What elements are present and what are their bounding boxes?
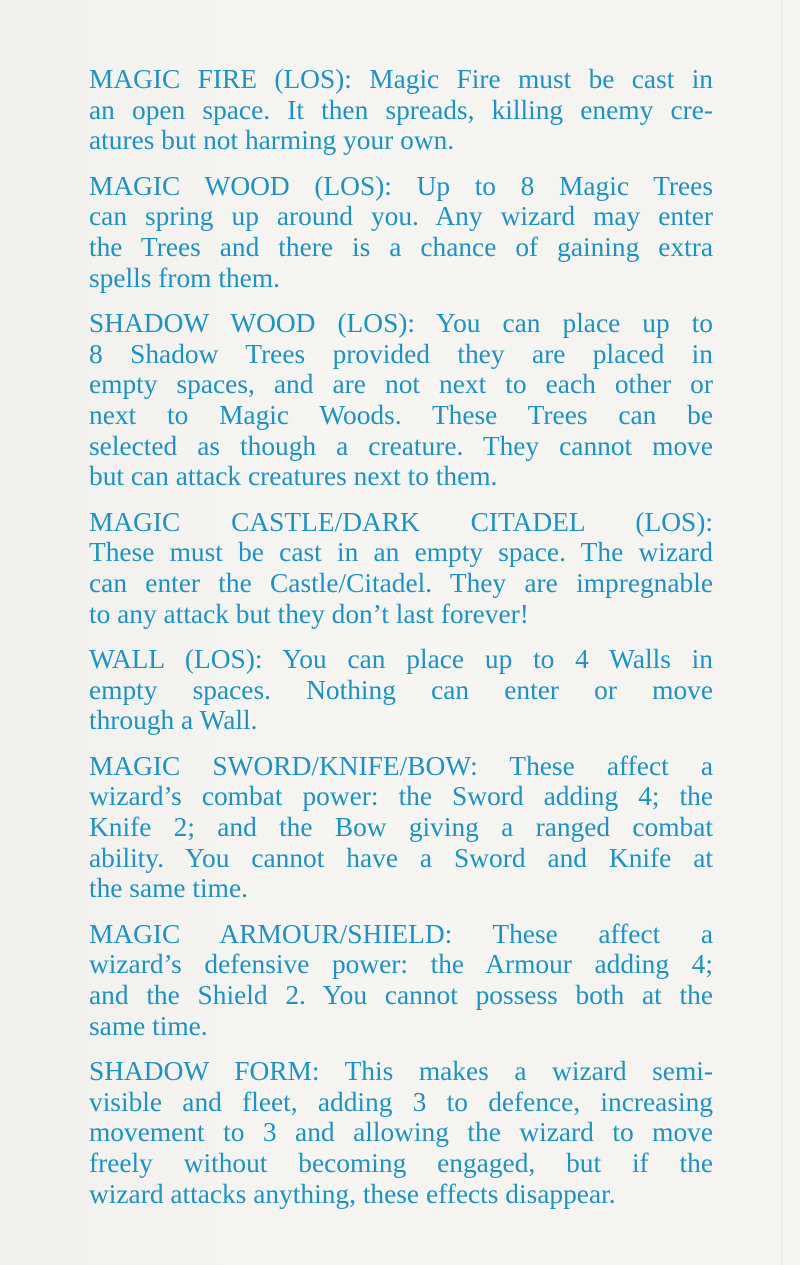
text-line: an open space. It then spreads, killing enemy cre- [89, 94, 713, 125]
text-line: the same time. [89, 873, 248, 904]
text-line: wizard’s defensive power: the Armour adding 4; [89, 949, 713, 980]
entry-magic-wood [89, 171, 713, 293]
entry-shadow-form [89, 1056, 713, 1209]
page-fold-line [781, 0, 782, 1265]
text-line: atures but not harming your own. [89, 125, 455, 156]
entry-wall [89, 644, 713, 736]
entry-magic-fire [89, 64, 713, 156]
text-line: next to Magic Woods. These Trees can be [89, 399, 713, 430]
text-line: SHADOW FORM: This makes a wizard semi- [89, 1056, 713, 1087]
text-line: selected as though a creature. They cannot move [89, 430, 713, 461]
text-line: empty spaces. Nothing can enter or move [89, 674, 713, 705]
text-line: same time. [89, 1010, 208, 1041]
text-line: spells from them. [89, 262, 280, 293]
text-line: and the Shield 2. You cannot possess both at the [89, 980, 713, 1011]
spell-descriptions [89, 64, 713, 1224]
text-line: can spring up around you. Any wizard may enter [89, 201, 713, 232]
text-line: WALL (LOS): You can place up to 4 Walls in [89, 644, 713, 675]
text-line: MAGIC SWORD/KNIFE/BOW: These affect a [89, 750, 713, 781]
text-line: MAGIC FIRE (LOS): Magic Fire must be cast in [89, 64, 713, 94]
text-line: MAGIC CASTLE/DARK CITADEL (LOS): [89, 506, 713, 537]
entry-shadow-wood [89, 308, 713, 492]
text-line: movement to 3 and allowing the wizard to move [89, 1117, 713, 1148]
text-line: but can attack creatures next to them. [89, 461, 498, 492]
text-line: ability. You cannot have a Sword and Knife at [89, 842, 713, 873]
text-line: visible and fleet, adding 3 to defence, increasing [89, 1086, 713, 1117]
text-line: can enter the Castle/Citadel. They are impregnable [89, 567, 713, 598]
entry-magic-armour-shield [89, 919, 713, 1041]
text-line: to any attack but they don’t last forever! [89, 598, 529, 629]
entry-magic-castle-dark-citadel [89, 507, 713, 629]
text-line: through a Wall. [89, 705, 258, 736]
text-line: the Trees and there is a chance of gaining extra [89, 231, 713, 262]
entry-magic-sword-knife-bow [89, 751, 713, 904]
text-line: MAGIC ARMOUR/SHIELD: These affect a [89, 918, 713, 949]
text-line: wizard attacks anything, these effects disappear. [89, 1178, 616, 1209]
text-line: 8 Shadow Trees provided they are placed in [89, 338, 713, 369]
text-line: These must be cast in an empty space. The wizard [89, 537, 713, 568]
text-line: Knife 2; and the Bow giving a ranged combat [89, 812, 713, 843]
text-line: wizard’s combat power: the Sword adding 4; the [89, 781, 713, 812]
text-line: empty spaces, and are not next to each other or [89, 369, 713, 400]
text-line: MAGIC WOOD (LOS): Up to 8 Magic Trees [89, 170, 713, 201]
text-line: freely without becoming engaged, but if the [89, 1148, 713, 1178]
text-line: SHADOW WOOD (LOS): You can place up to [89, 308, 713, 339]
